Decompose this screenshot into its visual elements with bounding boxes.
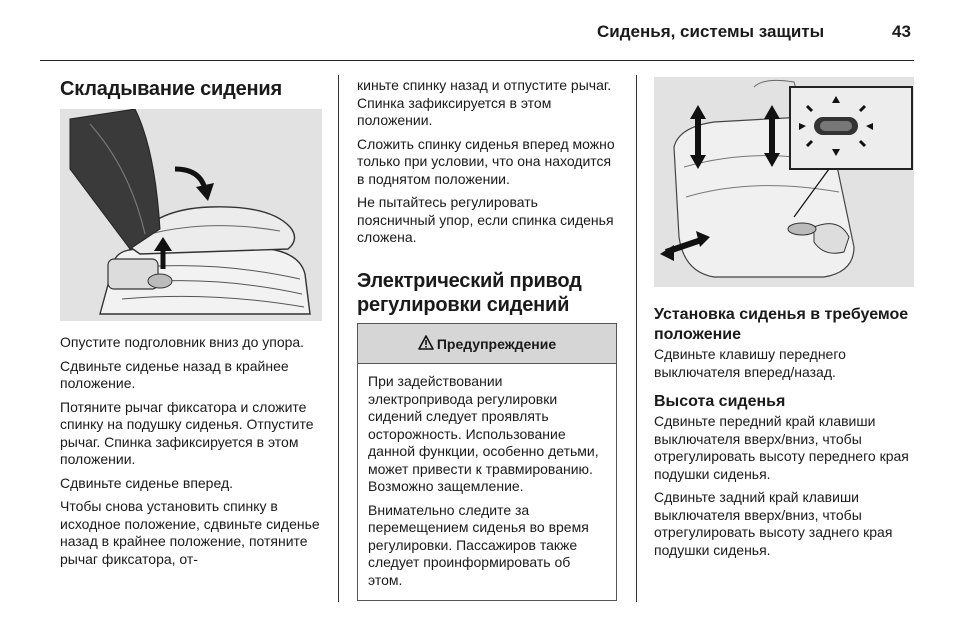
folding-step-2: Сдвиньте сиденье назад в крайнее положение. [60, 357, 289, 391]
folding-continued-2: Сложить спинку сиденья вперед можно только при условии, что она находится в поднятом положении. [357, 135, 615, 187]
warning-paragraph-2: Внимательно следите за перемещением сиденья во время регулировки. Пассажиров также следует проинформировать об этом. [368, 501, 589, 588]
warning-triangle-icon [418, 335, 434, 353]
warning-title: Предупреждение [436, 335, 557, 352]
power-seat-figure [654, 77, 914, 287]
column-3-text [654, 305, 916, 565]
folding-step-3: Потяните рычаг фиксатора и сложите спинку на подушку сиденья. Отпустите рычаг. Спинка зафиксируется в этом положении. [60, 398, 314, 467]
warning-paragraph-1: При задействовании электропривода регулировки сидений следует проявлять осторожность. Использование данной функции, особенно детьми, может привести к травмированию. Возможно защемление. [368, 373, 599, 494]
folding-step-4: Сдвиньте сиденье вперед. [60, 474, 234, 491]
seat-position-text: Сдвиньте клавишу переднего выключателя вперед/назад. [654, 346, 846, 380]
section-heading-electric: Электрический привод регулировки сидений [357, 270, 582, 316]
column-1-text [60, 334, 326, 574]
seat-height-text-2: Сдвиньте задний край клавиши выключателя вверх/вниз, чтобы отрегулировать высоту заднего края подушки сиденья. [654, 489, 893, 558]
warning-body [358, 364, 616, 589]
seat-folding-illustration [60, 109, 322, 321]
column-rule-1 [338, 75, 339, 602]
warning-box [357, 323, 617, 601]
seat-height-text-1: Сдвиньте передний край клавиши выключателя вверх/вниз, чтобы отрегулировать высоту переднего края подушки сиденья. [654, 413, 909, 482]
warning-header [358, 324, 616, 364]
section-heading-folding: Складывание сидения [60, 78, 282, 100]
seat-folding-figure [60, 109, 322, 321]
page-number: 43 [892, 22, 911, 41]
column-1 [60, 77, 326, 101]
folding-continued-1: киньте спинку назад и отпустите рычаг. Спинка зафиксируется в этом положении. [357, 77, 612, 128]
running-header-title: Сиденья, системы защиты [597, 22, 825, 41]
folding-step-1: Опустите подголовник вниз до упора. [60, 334, 305, 350]
folding-step-5: Чтобы снова установить спинку в исходное положение, сдвиньте сиденье назад в крайнее положение, потяните рычаг фиксатора, от- [60, 498, 320, 567]
folding-continued-3: Не пытайтесь регулировать поясничный упор, если спинка сиденья сложена. [357, 194, 614, 245]
power-seat-illustration [654, 77, 914, 287]
column-2-heading [357, 269, 619, 317]
header-rule [40, 60, 914, 61]
column-2-text [357, 77, 619, 253]
subheading-seat-height: Высота сиденья [654, 393, 786, 410]
column-rule-2 [636, 75, 637, 602]
subheading-seat-position: Установка сиденья в требуемое положение [654, 306, 909, 343]
